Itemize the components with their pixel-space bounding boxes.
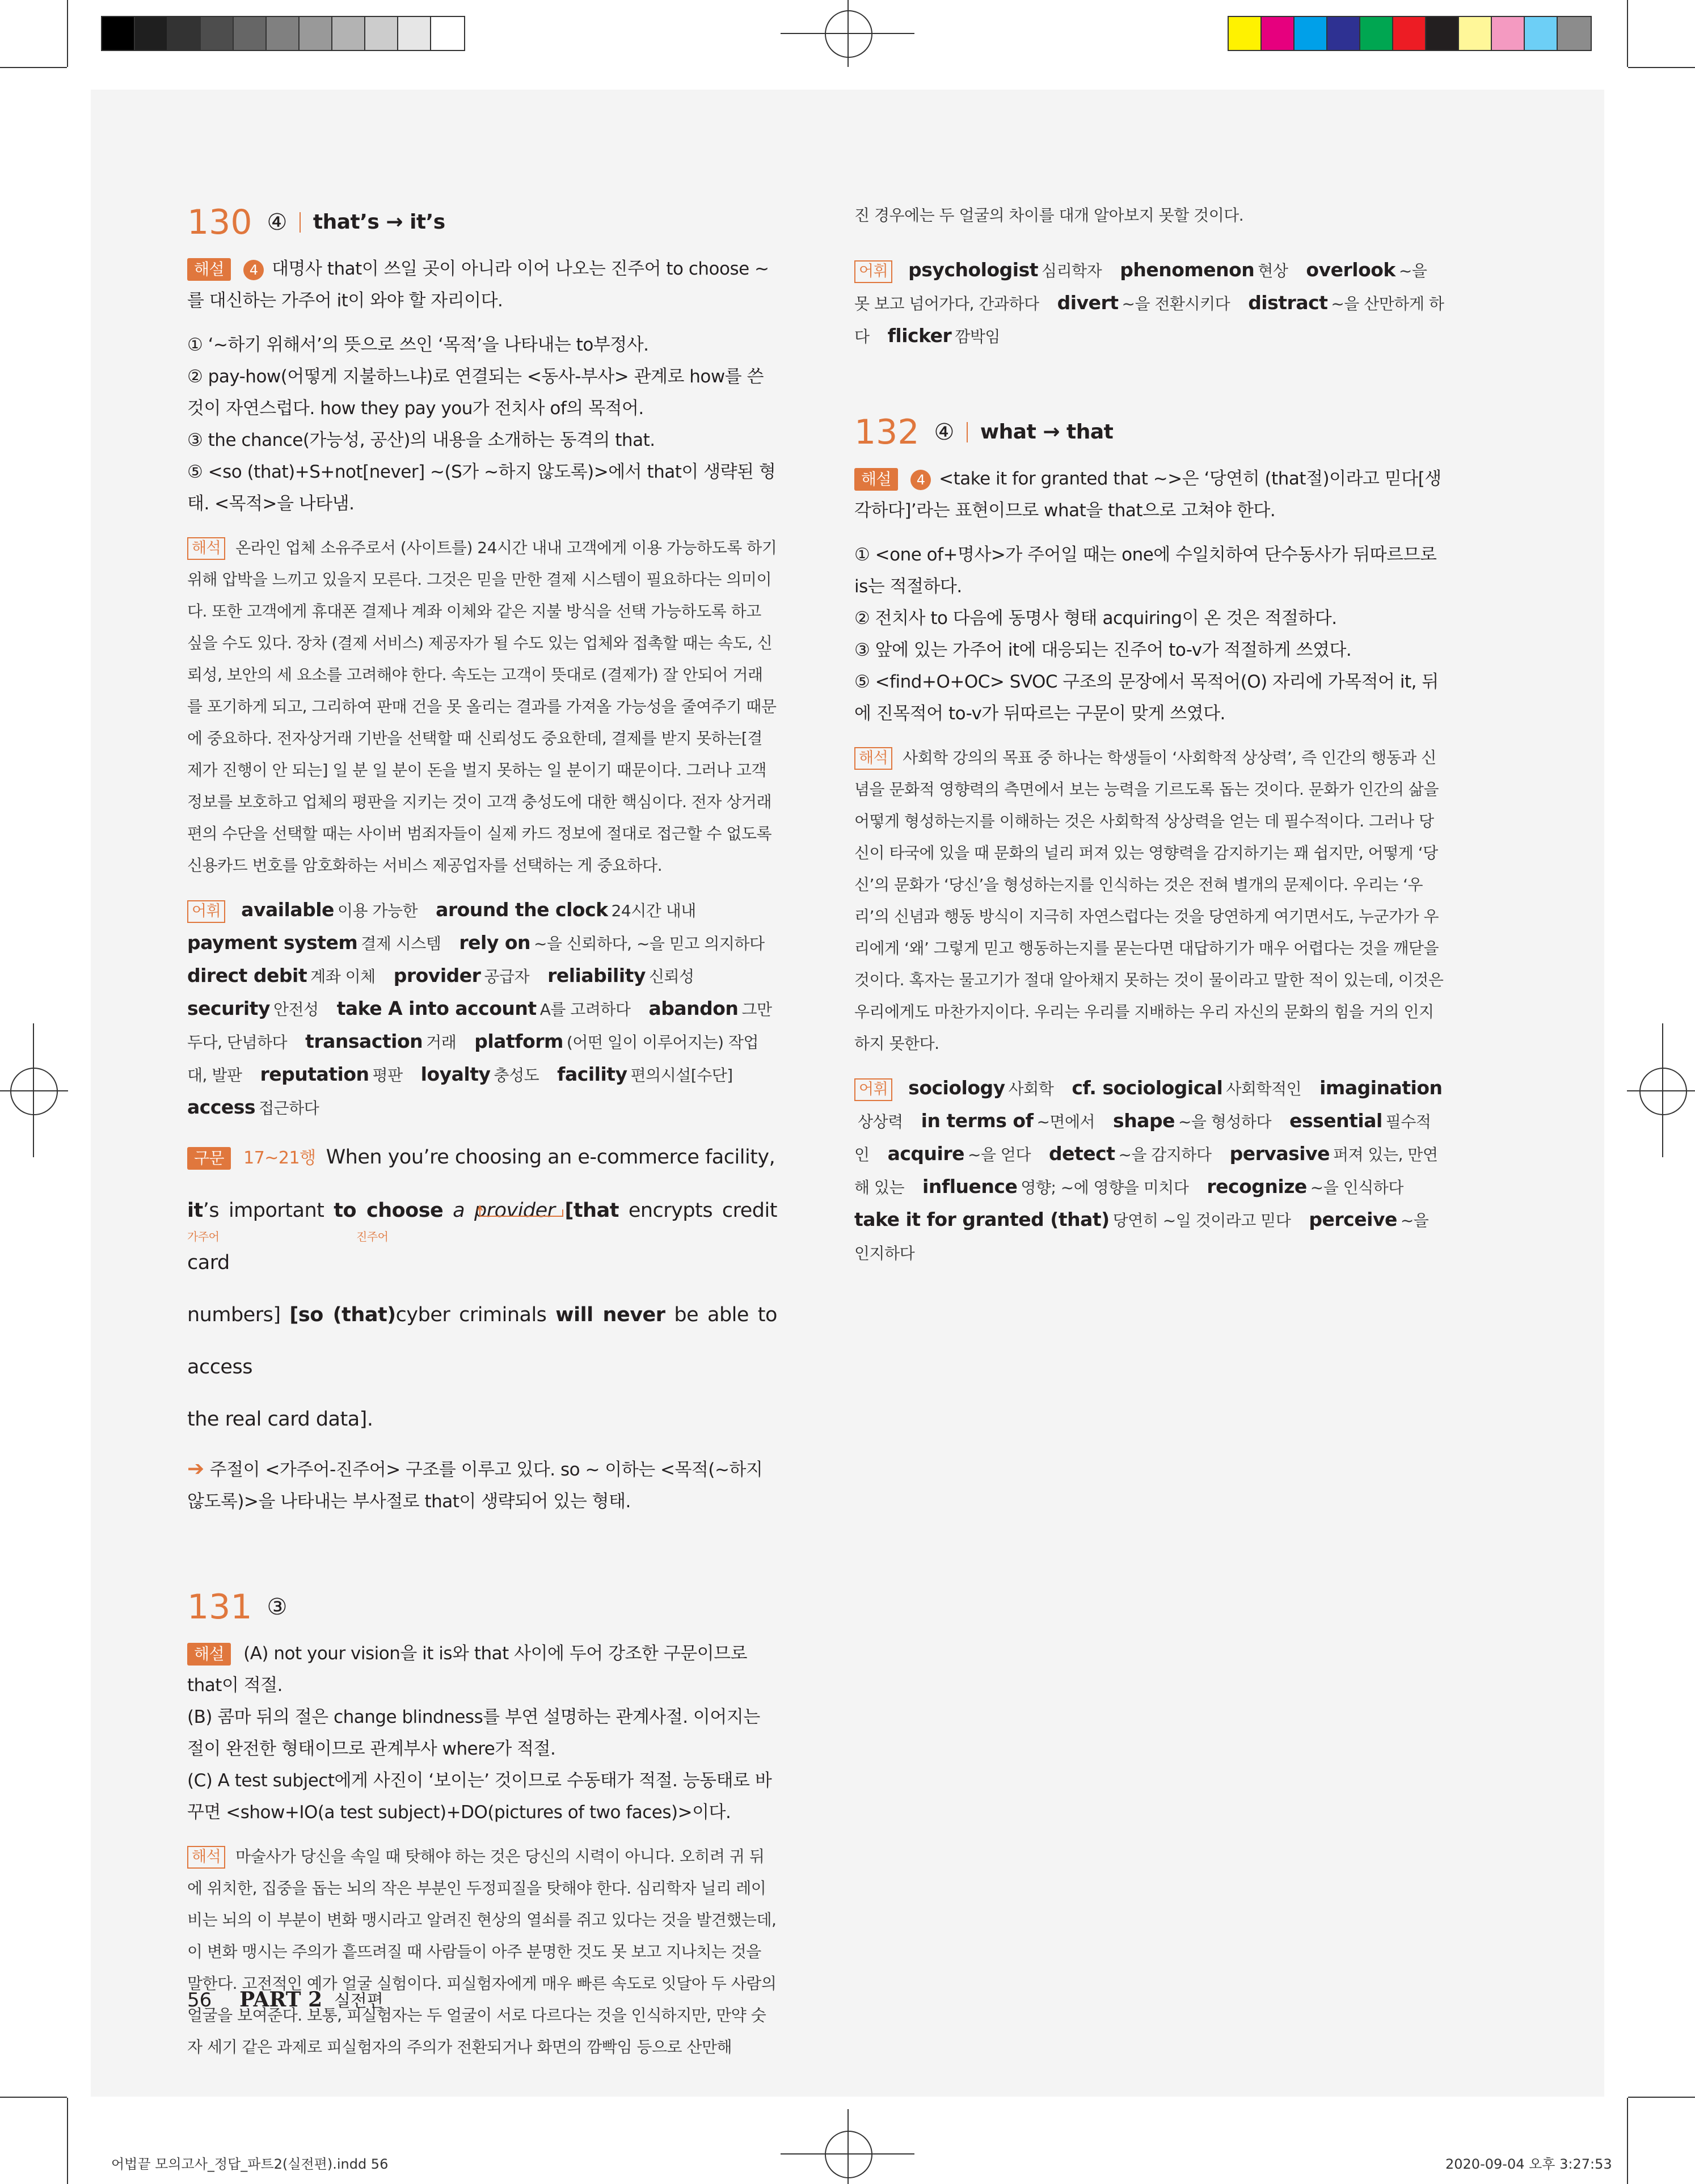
vocab-word: reliability <box>547 964 646 986</box>
vocab-entry <box>187 964 376 986</box>
vocab-entry <box>1057 292 1230 314</box>
color-swatch <box>1393 17 1426 50</box>
vocabulary <box>187 894 777 1124</box>
vocab-entry <box>260 1063 402 1085</box>
registration-line <box>1627 1090 1695 1091</box>
vocab-word: influence <box>922 1175 1018 1198</box>
vocab-entry <box>187 1096 319 1118</box>
registration-mark <box>825 10 872 58</box>
vocab-entry <box>908 259 1102 281</box>
color-swatch <box>201 17 234 50</box>
point-3: ③ the chance(가능성, 공산)의 내용을 소개하는 동격의 that. <box>187 430 655 450</box>
real-subject-label: 진주어 <box>356 1230 389 1243</box>
vocab-meaning: 필수적인 <box>854 1112 1431 1164</box>
vocab-meaning: 24시간 내내 <box>611 901 696 920</box>
page-number: 56 <box>187 1989 212 2012</box>
point-b: (B) 콤마 뒤의 절은 change blindness를 부연 설명하는 관계사절. 이어지는 절이 완전한 형태이므로 관계부사 where가 적절. <box>187 1707 760 1759</box>
vocab-meaning: 이용 가능한 <box>337 901 418 920</box>
color-swatch <box>1360 17 1393 50</box>
vocab-entry <box>394 964 529 986</box>
vocab-word: loyalty <box>420 1063 491 1085</box>
vocab-word: imagination <box>1319 1077 1443 1099</box>
vocab-word: security <box>187 997 270 1019</box>
answer-choice: ③ <box>267 1594 287 1620</box>
point-1: ① ‘~하기 위해서’의 뜻으로 쓰인 ‘목적’을 나타내는 to부정사. <box>187 335 649 355</box>
answer-choice: ④ <box>267 209 287 235</box>
color-swatch <box>300 17 332 50</box>
vocab-word: transaction <box>305 1030 423 1052</box>
translate-tag: 해석 <box>187 537 225 560</box>
right-column <box>854 200 1444 1282</box>
question-132-header <box>854 410 1444 455</box>
vocab-word: available <box>241 899 334 921</box>
vocab-entry <box>922 1175 1188 1198</box>
question-number: 132 <box>854 412 920 452</box>
point-3: ③ 앞에 있는 가주어 it에 대응되는 진주어 to-v가 적절하게 쓰였다. <box>854 640 1352 660</box>
question-130-header <box>187 200 777 245</box>
vocab-meaning: ~을 인지하다 <box>854 1211 1429 1263</box>
color-swatch <box>135 17 168 50</box>
color-swatch <box>332 17 365 50</box>
vocab-word: sociology <box>908 1077 1005 1099</box>
slug-filename: 어법끝 모의고사_정답_파트2(실전편).indd 56 <box>111 2156 389 2172</box>
vocab-entry <box>459 931 764 954</box>
vocab-meaning: 영향; ~에 영향을 미치다 <box>1021 1178 1189 1197</box>
registration-mark <box>10 1068 58 1115</box>
color-swatch <box>102 17 135 50</box>
explain-tag: 해설 <box>854 468 898 491</box>
registration-line <box>847 2109 849 2184</box>
translation: 해석 온라인 업체 소유주로서 (사이트를) 24시간 내내 고객에게 이용 가능하도록 하기 위해 압박을 느끼고 있을지 모른다. 그것은 믿을 만한 결제 시스템이 필요하다는 의미이다. 또한 고객에게 휴대폰 결제나 계좌 이체와 같은 지불 방식을 선택 가능하도록 하고 싶을 수도 있다. 장차 (결제 서비스) 제공자가 될 수도 있는 업체와 접촉할 때는 속도, 신뢰성, 보안의 세 요소를 고려해야 한다. 속도는 고객이 뜻대로 (결제가) 잘 안되어 거래를 포기하게 되고, 그리하여 판매 건을 못 올리는 결과를 가져올 가능성을 줄여주기 때문에 중요하다. 전자상거래 기반을 선택할 때 신뢰성도 중요한데, 결제를 받지 못하는[결제가 진행이 안 되는] 일 분 일 분이 돈을 벌지 못하는 일 분이기 때문이다. 그러나 고객 정보를 보호하고 업체의 평판을 지키는 것이 고객 충성도에 대한 핵심이다. 전자 상거래 편의 수단을 선택할 때는 사이버 범죄자들이 실제 카드 정보에 절대로 접근할 수 없도록 신용카드 번호를 암호화하는 서비스 제공업자를 선택하는 게 중요하다. <box>187 538 777 875</box>
relative-clause-arrow <box>478 1204 568 1221</box>
separator <box>300 212 301 233</box>
vocabulary <box>854 254 1444 353</box>
vocab-word: around the clock <box>436 899 608 921</box>
crop-mark <box>1628 2097 1695 2098</box>
translate-tag: 해석 <box>854 747 892 770</box>
vocab-word: facility <box>557 1063 627 1085</box>
vocab-word: platform <box>474 1030 563 1052</box>
color-swatch <box>431 17 464 50</box>
vocab-word: rely on <box>459 931 531 954</box>
vocab-word: perceive <box>1309 1208 1397 1230</box>
vocab-meaning: 퍼져 있는, 만연해 있는 <box>854 1145 1438 1197</box>
crop-mark <box>1628 67 1695 68</box>
point-2: ② 전치사 to 다음에 동명사 형태 acquiring이 온 것은 적절하다. <box>854 608 1337 629</box>
vocab-entry <box>305 1030 456 1052</box>
vocab-meaning: 당연히 ~일 것이라고 믿다 <box>1112 1211 1291 1230</box>
fake-subject: it <box>187 1199 203 1222</box>
arrow-icon: ➔ <box>187 1457 204 1481</box>
color-swatch <box>1229 17 1262 50</box>
line-ref: 17~21행 <box>243 1148 316 1168</box>
vocab-word: psychologist <box>908 259 1039 281</box>
vocab-entry <box>1207 1175 1403 1198</box>
vocab-meaning: 안전성 <box>273 1000 319 1019</box>
vocab-meaning: 거래 <box>426 1033 457 1052</box>
color-swatch <box>1459 17 1492 50</box>
page-footer <box>187 1987 383 2012</box>
real-subject: to choose <box>334 1199 444 1222</box>
vocab-entry <box>557 1063 733 1085</box>
color-swatch <box>1525 17 1558 50</box>
registration-mark <box>825 2131 872 2178</box>
translation: 해석 사회학 강의의 목표 중 하나는 학생들이 ‘사회학적 상상력’, 즉 인간의 행동과 신념을 문화적 영향력의 측면에서 보는 능력을 기르도록 돕는 것이다. 문화가 인간의 삶을 어떻게 형성하는지를 이해하는 것은 사회학적 상상력을 얻는 데 필수적이다. 그러나 당신이 타국에 있을 때 문화의 널리 퍼져 있는 영향력을 감지하기는 꽤 쉽지만, 어떻게 ‘당신’의 문화가 ‘당신’을 형성하는지를 인식하는 것은 전혀 별개의 문제이다. 우리는 ‘우리’의 신념과 행동 방식이 지극히 자연스럽다는 것을 당연하게 여기면서도, 누군가가 우리에게 ‘왜’ 그렇게 믿고 행동하는지를 묻는다면 대답하기가 매우 어렵다는 것을 깨닫을 것이다. 혹자는 물고기가 절대 알아채지 못하는 것이 물이라고 말한 적이 있는데, 이것은 우리에게도 마찬가지이다. 우리는 우리를 지배하는 우리 자신의 문화의 힘을 거의 인지하지 못한다. <box>854 748 1444 1053</box>
answer-number-badge: 4 <box>910 470 931 490</box>
color-swatch <box>365 17 398 50</box>
translate-tag: 해석 <box>187 1846 225 1869</box>
vocab-word: payment system <box>187 931 358 954</box>
crop-mark <box>0 2097 67 2098</box>
correction: that’s → it’s <box>313 210 445 234</box>
vocab-word: cf. sociological <box>1072 1077 1223 1099</box>
point-c: (C) A test subject에게 사진이 ‘보이는’ 것이므로 수동태가 적절. 능동태로 바꾸면 <show+IO(a test subject)+DO(pictures of two faces)>이다. <box>187 1770 772 1823</box>
vocab-word: access <box>187 1096 256 1118</box>
vocab-meaning: 공급자 <box>484 967 530 986</box>
vocab-meaning: 상상력 <box>858 1112 903 1131</box>
vocab-word: divert <box>1057 292 1119 314</box>
point-5: ⑤ <so (that)+S+not[never] ~(S가 ~하지 않도록)>에서 that이 생략된 형태. <목적>을 나타냄. <box>187 462 776 514</box>
vocab-entry <box>1113 1110 1271 1132</box>
vocab-meaning: ~을 신뢰하다, ~을 믿고 의지하다 <box>534 934 765 953</box>
question-number: 131 <box>187 1587 252 1627</box>
vocab-meaning: 깜박임 <box>955 327 1000 346</box>
vocab-word: reputation <box>260 1063 369 1085</box>
color-swatch <box>234 17 267 50</box>
vocab-meaning: 사회학 <box>1008 1080 1054 1098</box>
vocab-word: take it for granted (that) <box>854 1208 1110 1230</box>
color-swatch <box>1492 17 1525 50</box>
vocab-word: recognize <box>1207 1175 1307 1198</box>
crop-mark <box>1627 2098 1628 2184</box>
left-column <box>187 200 777 2076</box>
question-131-header <box>187 1584 777 1630</box>
grammar-analysis: 구문 17~21행 When you’re choosing an e-commerce facility, it’s important to choose a provider [that encrypts credit card 가주어 진주어 numbers] [so (that)cyber criminals will never be able to access the real card data]. <box>187 1146 777 1431</box>
vocab-word: provider <box>393 964 481 986</box>
vocab-meaning: ~을 산만하게 하다 <box>854 294 1444 346</box>
explain-tag: 해설 <box>187 1643 231 1666</box>
vocab-meaning: 접근하다 <box>259 1099 319 1118</box>
slug-timestamp: 2020-09-04 오후 3:27:53 <box>1445 2156 1612 2172</box>
registration-line <box>33 1023 34 1157</box>
separator <box>967 422 968 442</box>
vocab-meaning: ~면에서 <box>1036 1112 1095 1131</box>
crop-mark <box>67 2098 68 2184</box>
vocab-meaning: (어떤 일이 이루어지는) 작업대, 발판 <box>187 1033 758 1085</box>
vocab-meaning: 평판 <box>372 1066 403 1085</box>
vocab-meaning: 심리학자 <box>1042 262 1102 280</box>
part-label: PART 2 <box>239 1988 323 2012</box>
vocab-meaning: 사회학적인 <box>1226 1080 1302 1098</box>
vocab-entry <box>854 1208 1291 1230</box>
vocab-tag: 어휘 <box>854 1078 892 1101</box>
vocab-word: direct debit <box>187 964 307 986</box>
point-1: ① <one of+명사>가 주어일 때는 one에 수일치하여 단수동사가 뒤따르므로 is는 적절하다. <box>854 545 1437 597</box>
explanation: 해설 4 <take it for granted that ~>은 ‘당연히 (that절)이라고 믿다[생각하다]’라는 표현이므로 what을 that으로 고쳐야 한다. <box>854 469 1441 521</box>
vocab-entry <box>1072 1077 1301 1099</box>
translation: 해석 마술사가 당신을 속일 때 탓해야 하는 것은 당신의 시력이 아니다. 오히려 귀 뒤에 위치한, 집중을 돕는 뇌의 작은 부분인 두정피질을 탓해야 한다. 심리학자 닐리 레이비는 뇌의 이 부분이 변화 맹시라고 알려진 현상의 열쇠를 쥐고 있다는 것을 발견했는데, 이 변화 맹시는 주의가 흩뜨려질 때 사람들이 아주 분명한 것도 못 보고 지나치는 것을 말한다. 고전적인 예가 얼굴 실험이다. 피실험자에게 매우 빠른 속도로 잇달아 두 사람의 얼굴을 보여준다. 보통, 피실험자는 두 얼굴이 서로 다르다는 것을 인식하지만, 만약 숫자 세기 같은 과제로 피실험자의 주의가 전환되거나 화면의 깜빡임 등으로 산만해 <box>187 1847 777 2056</box>
vocab-entry <box>187 997 319 1019</box>
question-number: 130 <box>187 203 252 242</box>
color-swatch <box>1426 17 1459 50</box>
vocab-meaning: 편의시설[수단] <box>630 1066 733 1085</box>
vocab-entry <box>1120 259 1288 281</box>
point-5: ⑤ <find+O+OC> SVOC 구조의 문장에서 목적어(O) 자리에 가목적어 it, 뒤에 진목적어 to-v가 뒤따르는 구문이 맞게 쓰였다. <box>854 672 1439 724</box>
vocab-word: flicker <box>887 324 952 347</box>
vocab-meaning: A를 고려하다 <box>539 1000 631 1019</box>
registration-mark <box>1639 1068 1687 1115</box>
crop-mark <box>1627 0 1628 67</box>
grayscale-color-bar <box>101 16 465 51</box>
explanation: 해설 4 대명사 that이 쓰일 곳이 아니라 이어 나오는 진주어 to choose ~를 대신하는 가주어 it이 와야 할 자리이다. <box>187 259 769 311</box>
vocab-word: phenomenon <box>1120 259 1255 281</box>
vocab-word: detect <box>1049 1142 1115 1165</box>
point-2: ② pay-how(어떻게 지불하느냐)로 연결되는 <동사-부사> 관계로 how를 쓴 것이 자연스럽다. how they pay you가 전치사 of의 목적어. <box>187 366 764 419</box>
answer-number-badge: 4 <box>243 260 264 280</box>
vocab-entry <box>337 997 631 1019</box>
color-swatch <box>1327 17 1360 50</box>
vocab-word: take A into account <box>336 997 537 1019</box>
vocab-meaning: 충성도 <box>494 1066 539 1085</box>
vocab-meaning: ~을 못 보고 넘어가다, 간과하다 <box>854 262 1427 313</box>
vocab-word: in terms of <box>921 1110 1034 1132</box>
vocab-entry <box>187 931 441 954</box>
vocab-tag: 어휘 <box>187 900 225 923</box>
fake-subject-label: 가주어 <box>187 1230 220 1243</box>
color-swatch <box>168 17 201 50</box>
explain-tag: 해설 <box>187 258 231 281</box>
vocab-meaning: ~을 전환시키다 <box>1121 294 1230 313</box>
explanation: 해설 (A) not your vision을 it is와 that 사이에 두어 강조한 구문이므로 that이 적절. <box>187 1643 748 1696</box>
vocab-word: distract <box>1248 292 1328 314</box>
vocab-word: abandon <box>648 997 739 1019</box>
vocab-entry <box>921 1110 1095 1132</box>
vocab-meaning: 결제 시스템 <box>361 934 441 953</box>
grammar-tag: 구문 <box>187 1147 231 1170</box>
vocab-meaning: ~을 형성하다 <box>1178 1112 1272 1131</box>
vocab-entry <box>908 1077 1053 1099</box>
process-color-bar <box>1228 16 1592 51</box>
vocab-word: shape <box>1113 1110 1175 1132</box>
vocab-entry <box>1049 1142 1212 1165</box>
vocab-tag: 어휘 <box>854 260 892 283</box>
vocab-meaning: ~을 인식하다 <box>1310 1178 1403 1197</box>
crop-mark <box>67 0 68 67</box>
vocab-entry <box>421 1063 539 1085</box>
color-swatch <box>267 17 300 50</box>
vocab-entry <box>241 899 418 921</box>
grammar-note: ➔ 주절이 <가주어-진주어> 구조를 이루고 있다. so ~ 이하는 <목적(~하지 않도록)>을 나타내는 부사절로 that이 생략되어 있는 형태. <box>187 1457 763 1512</box>
vocab-meaning: ~을 감지하다 <box>1118 1145 1212 1164</box>
registration-line <box>847 0 849 67</box>
vocab-word: essential <box>1289 1110 1382 1132</box>
vocab-meaning: 현상 <box>1258 262 1288 280</box>
color-swatch <box>1262 17 1295 50</box>
crop-mark <box>0 67 67 68</box>
vocab-entry <box>888 324 1000 347</box>
vocab-meaning: 그만두다, 단념하다 <box>187 1000 772 1052</box>
vocab-word: pervasive <box>1229 1142 1330 1165</box>
registration-line <box>1662 1023 1663 1157</box>
translation-continued: 진 경우에는 두 얼굴의 차이를 대개 알아보지 못할 것이다. <box>854 206 1244 225</box>
correction: what → that <box>980 420 1114 444</box>
vocab-word: overlook <box>1306 259 1395 281</box>
vocab-meaning: ~을 얻다 <box>967 1145 1031 1164</box>
vocabulary <box>854 1072 1444 1270</box>
vocab-meaning: 신뢰성 <box>648 967 694 986</box>
registration-line <box>0 1090 68 1091</box>
color-swatch <box>1295 17 1327 50</box>
vocab-meaning: 계좌 이체 <box>310 967 376 986</box>
answer-choice: ④ <box>934 419 954 445</box>
vocab-entry <box>547 964 694 986</box>
vocab-entry <box>888 1142 1031 1165</box>
part-subtitle: 실전편 <box>334 1991 383 2011</box>
vocab-entry <box>436 899 696 921</box>
vocab-word: acquire <box>887 1142 964 1165</box>
color-swatch <box>398 17 431 50</box>
color-swatch <box>1558 17 1591 50</box>
